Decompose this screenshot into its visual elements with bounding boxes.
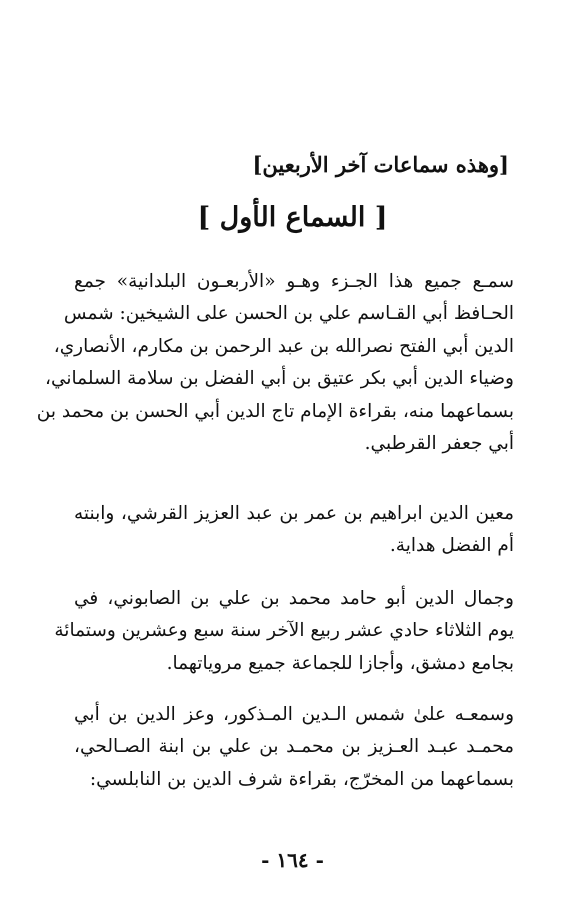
paragraph-line: محمـد عبـد العـزيز بن محمـد بن علي بن ابنة الصـالحي، [74,736,514,758]
paragraph-line: وجمال الدين أبو حامد محمد بن علي بن الصابوني، في [74,588,514,609]
header-note: [وهذه سماعات آخر الأربعين] [252,152,509,177]
paragraph-line: وسمعـه علىٰ شمس الـدين المـذكور، وعز الدين بن أبي [74,704,514,725]
paragraph-2 [74,498,514,563]
paragraph-line: الدين أبي الفتح نصرالله بن عبد الرحمن بن مكارم، الأنصاري، [53,335,514,357]
paragraph-line: بسماعهما من المخرّج، بقراءة شرف الدين بن النابلسي: [89,768,514,790]
paragraph-line: وضياء الدين أبي بكر عتيق بن أبي الفضل بن سلامة السلماني، [44,368,514,390]
paragraph-line: معين الدين ابراهيم بن عمر بن عبد العزيز القرشي، وابنته [74,503,514,524]
section-title: [ السماع الأول ] [197,202,388,233]
paragraph-line: الحـافظ أبي القـاسم علي بن الحسن على الشيخين: شمس [63,303,514,325]
paragraph-line: أبي جعفر القرطبي. [364,433,514,455]
paragraph-4 [74,699,514,796]
paragraph-3 [54,583,514,680]
paragraph-line: سمـع جميع هذا الجـزء وهـو «الأربعـون البلدانية» جمع [74,271,514,292]
paragraph-1 [36,266,514,460]
paragraph-line: بسماعهما منه، بقراءة الإمام تاج الدين أبي الحسن بن محمد بن [36,400,514,422]
page-number: - ١٦٤ - [261,848,324,872]
paragraph-line: يوم الثلاثاء حادي عشر ربيع الآخر سنة سبع وعشرين وستمائة [54,620,514,642]
paragraph-line: بجامع دمشق، وأجازا للجماعة جميع مروياتهما. [166,652,514,674]
paragraph-line: أم الفضل هداية. [389,535,514,557]
